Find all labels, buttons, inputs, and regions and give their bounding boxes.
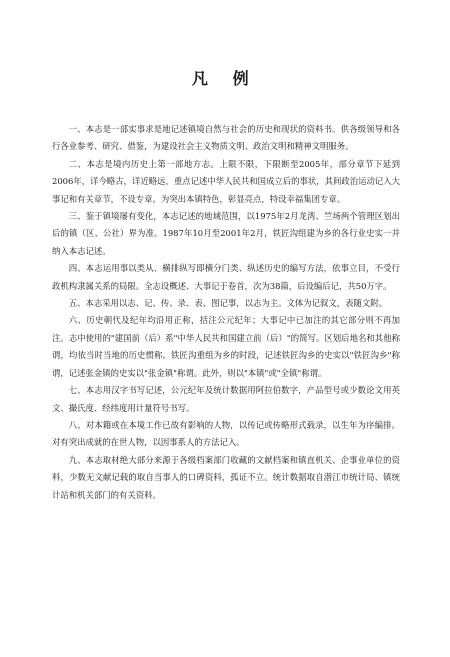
paragraph: 三、鉴于镇境屡有变化，本志记述的地域范围，以1975年2月龙湾、竺场两个管理区划出后的镇（区、公社）界为准。1987年10月至2001年2月，铁匠沟组建为乡的各行业史实一并纳入本志记述。 — [52, 211, 400, 256]
paragraph: 六、历史朝代及纪年均沿用正称，括注公元纪年；大事记中已加注的其它部分则不再加注。志中使用的"建国前（后）系"中华人民共和国建立前（后）"的简写。区划后地名和其他称谓，均依当时当地的历史惯称。铁匠沟重组为乡的时段，记述铁匠沟乡的史实以"铁匠沟乡"称谓，记述张金镇的史实以"张金镇"称谓。此外，则以"本镇"或"全镇"称谓。 — [52, 315, 400, 378]
document-body — [52, 121, 400, 504]
paragraph: 二、本志是境内历史上第一部地方志。上限不限，下限断至2005年，部分章节下延到2006年，详今略古，详近略远，重点记述中华人民共和国成立后的事状，其间政治运动记入大事记和有关章节，不设专章。为突出本镇特色，彰显亮点，特设幸福集团专章。 — [52, 158, 400, 204]
paragraph: 九、本志取材绝大部分来源于各级档案部门收藏的文献档案和镇直机关、企事业单位的资料，少数无文献记载的取自当事人的口碑资料，孤证不立。统计数据取自潜江市统计局、镇统计站和机关部门的有关资料。 — [52, 454, 400, 500]
paragraph: 八、对本籍或在本境工作已故有影响的人物，以传记或传略形式载录，以生年为序编排。对有突出成就的在世人物，以因事系人的方法记入。 — [52, 419, 400, 448]
paragraph: 五、本志采用以志、记、传、录、表、图记事，以志为主。文体为记叙文，表随文附。 — [68, 298, 388, 309]
paragraph: 七、本志用汉字书写记述，公元纪年及统计数据用阿拉伯数字，产品型号或少数论文用英文、撮氏度、经纬度用计量符号书写。 — [52, 385, 400, 413]
paragraph: 一、本志是一部实事求是地记述镇境自然与社会的历史和现状的资料书。供各级领导和各行各业参考、研究、借鉴，为建设社会主义物质文明、政治文明和精神文明服务。 — [52, 124, 400, 152]
paragraph: 四、本志运用事以类从、横排纵写即横分门类、纵述历史的编写方法，依事立目，不受行政机构隶属关系的局限。全志设概述、大事记于卷首，次为38篇，后设编后记，共50万字。 — [52, 263, 400, 291]
page-title: 凡 例 — [191, 69, 259, 88]
